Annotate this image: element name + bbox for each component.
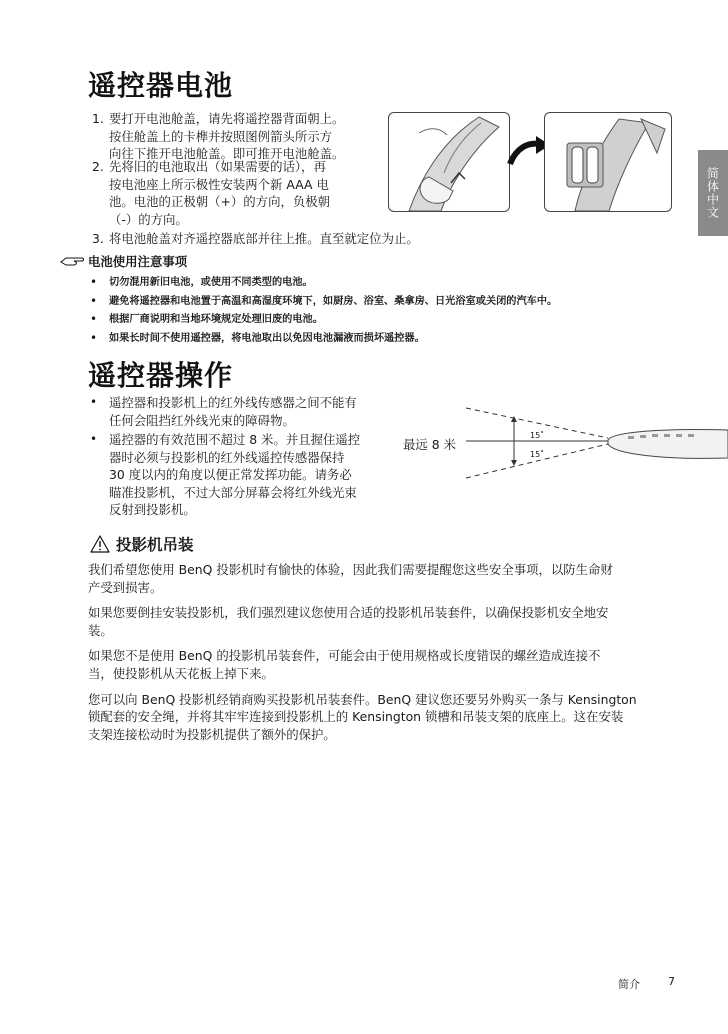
ceiling-paragraphs [88,561,678,743]
range-label: 最远 8 米 [403,437,456,452]
step-1 [109,110,379,163]
paragraph-line: 产受到损害。 [88,579,163,595]
bullet-line: 30 度以内的角度以便正常发挥功能。请务必 [109,467,352,483]
note-title: 电池使用注意事项 [88,254,188,269]
bullet-line: 反射到投影机。 [109,502,196,518]
bullet-line: 遥控器的有效范围不超过 8 米。并且握住遥控 [109,432,361,447]
bullet-dot: • [90,432,98,446]
step-3-line: 将电池舱盖对齐遥控器底部并往上推。直至就定位为止。 [109,231,419,246]
note-item: 避免将遥控器和电池置于高温和高湿度环境下，如厨房、浴室、桑拿房、日光浴室或关闭的汽车中。 [109,296,558,307]
section-title-remote-operation: 遥控器操作 [88,359,234,392]
paragraph [88,604,678,639]
note-item: 如果长时间不使用遥控器，将电池取出以免因电池漏液而损坏遥控器。 [109,333,425,344]
paragraph [88,561,678,596]
page-number: 7 [668,975,675,988]
paragraph-line: 您可以向 BenQ 投影机经销商购买投影机吊装套件。BenQ 建议您还要另外购买一条与 Kensington [88,691,637,707]
remote-open-illustration [388,112,510,212]
step-2-line: 先将旧的电池取出（如果需要的话），再 [109,159,326,174]
step-2-line: （-）的方向。 [109,211,188,227]
step-2-line: 按电池座上所示极性安装两个新 AAA 电 [109,176,329,192]
paragraph-line: 锁配套的安全绳，并将其牢牢连接到投影机上的 Kensington 锁槽和吊装支架的底座上。这在安装 [88,709,624,725]
battery-insert-illustration [544,112,672,212]
note-item: 切勿混用新旧电池，或使用不同类型的电池。 [109,277,313,288]
paragraph-line: 当，使投影机从天花板上掉下来。 [88,665,274,681]
step-2-line: 池。电池的正极朝（+）的方向，负极朝 [109,194,331,210]
paragraph-line: 支架连接松动时为投影机提供了额外的保护。 [88,726,336,742]
bullet-dot: • [90,395,98,409]
bullet-line: 遥控器和投影机上的红外线传感器之间不能有 [109,395,357,410]
section-title-battery: 遥控器电池 [88,69,234,102]
bullet-line: 任何会阻挡红外线光束的障碍物。 [109,412,295,428]
language-tab[interactable]: 简体中文 [698,150,728,236]
section-title-ceiling-mount: 投影机吊装 [116,536,194,554]
bullet-dot: • [90,275,98,289]
step-number: 1. [92,111,104,126]
hand-pointer-icon [60,252,86,271]
paragraph-line: 如果您不是使用 BenQ 的投影机吊装套件，可能会由于使用规格或长度错误的螺丝造成连接不 [88,648,601,664]
step-3 [109,230,509,248]
angle-label-bottom: 15˚ [530,450,545,459]
step-1-line: 向往下推开电池舱盖。即可推开电池舱盖。 [109,146,345,162]
bullet-dot: • [90,294,98,308]
bullet-line: 瞄准投影机，不过大部分屏幕会将红外线光束 [109,484,357,500]
footer-section: 简介 [618,978,640,991]
step-1-line: 要打开电池舱盖，请先将遥控器背面朝上。 [109,111,345,126]
bullet-dot: • [90,312,98,326]
paragraph-line: 装。 [88,622,113,638]
remote-bullet-1 [109,394,399,429]
bullet-line: 器时必须与投影机的红外线遥控传感器保持 [109,449,345,465]
paragraph-line: 我们希望您使用 BenQ 投影机时有愉快的体验，因此我们需要提醒您这些安全事项，以防生命财 [88,562,613,577]
step-2 [109,158,379,228]
angle-label-top: 15˚ [530,431,545,440]
remote-bullet-2 [109,431,399,519]
ir-range-diagram [462,400,728,484]
paragraph [88,691,678,744]
step-number: 2. [92,159,104,174]
warning-icon [90,535,110,557]
bullet-dot: • [90,331,98,345]
paragraph-line: 如果您要倒挂安装投影机，我们强烈建议您使用合适的投影机吊装套件，以确保投影机安全地安 [88,605,609,621]
step-1-line: 按住舱盖上的卡榫并按照图例箭头所示方 [109,128,333,144]
note-item: 根据厂商说明和当地环境规定处理旧废的电池。 [109,314,323,325]
step-number: 3. [92,231,104,246]
paragraph [88,647,678,682]
